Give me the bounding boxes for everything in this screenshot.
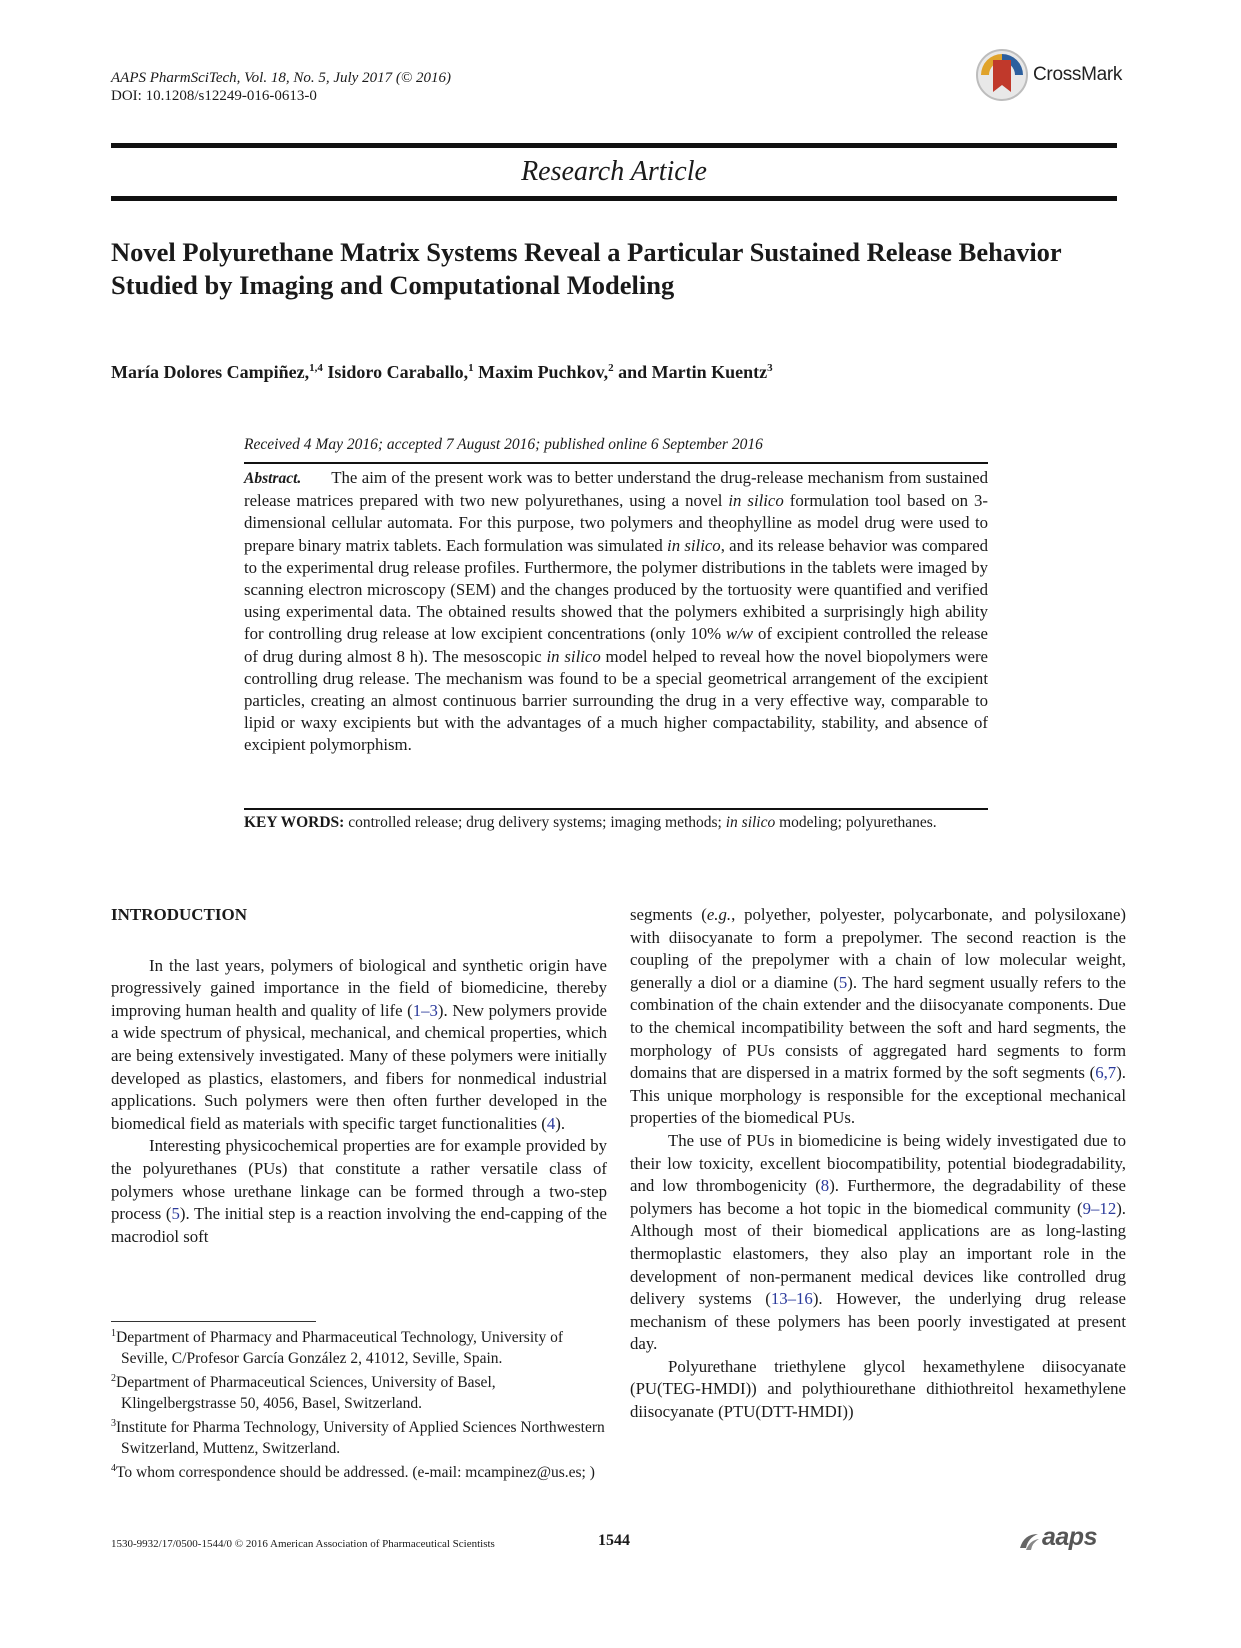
footnote-text: Institute for Pharma Technology, University of Applied Sciences Northwestern Switzerland, Muttenz, Switzerland. [116,1419,605,1457]
paragraph-text: ). New polymers provide a wide spectrum of physical, mechanical, and chemical properties, which are being extensively investigated. Many of these polymers were initially developed as plastics, elastomers, and fibers for nonmedical industrial applications. Such polymers were then often further developed in the biomedical field as materials with specific target functionalities ( [111,1000,607,1133]
keywords-text: modeling; polyurethanes. [775,814,937,831]
paragraph-text: ). However, the underlying drug release mechanism of these polymers has been poorly investigated at present day. [630,1289,1126,1354]
footnote-text: Department of Pharmaceutical Sciences, University of Basel, Klingelbergstrasse 50, 4056, Basel, Switzerland. [116,1374,496,1412]
body-column-left [111,904,607,1248]
footnote-text: To whom correspondence should be addressed. (e-mail: mcampinez@us.es; ) [116,1464,595,1482]
keywords-text: controlled release; drug delivery systems; imaging methods; [344,814,726,831]
header-rule-bottom [111,196,1117,201]
footnote-text: Department of Pharmacy and Pharmaceutical Technology, University of Seville, C/Profesor García González 2, 41012, Seville, Spain. [116,1329,563,1367]
aaps-wordmark: aaps [1042,1523,1097,1551]
journal-citation: AAPS PharmSciTech, Vol. 18, No. 5, July 2017 (© 2016) [111,70,451,86]
aaps-swoosh-icon [1018,1530,1040,1552]
paragraph-text: The use of PUs in biomedicine is being widely investigated due to their low toxicity, excellent biocompatibility, potential biodegradability, and low thrombogenicity ( [630,1130,1126,1196]
abstract-text: formulation tool based on 3-dimensional cellular automata. For this purpose, two polymers and theophylline as model drug were used to prepare binary matrix tablets. Each formulation was simulated [244,491,989,555]
paragraph-text: ). Although most of their biomedical applications are as long-lasting thermoplastic elastomers, they also play an important role in the development of non-permanent medical devices like controlled drug delivery systems ( [630,1198,1126,1309]
paragraph-text: In the last years, polymers of biological and synthetic origin have progressively gained importance in the field of biomedicine, thereby improving human health and quality of life ( [111,955,607,1020]
abstract [244,467,988,757]
page-number: 1544 [598,1532,630,1549]
author-affiliation: 1 [468,362,474,374]
citation-link[interactable]: 8 [820,1176,830,1196]
publisher-logo [1018,1523,1121,1554]
author-affiliation: 2 [608,362,614,374]
citation-link[interactable]: 1–3 [412,1000,438,1020]
article-title: Novel Polyurethane Matrix Systems Reveal a Particular Sustained Release Behavior Studied by Imaging and Computational Modeling [111,237,1062,300]
footnote [111,1459,607,1484]
header-rule-top [111,143,1117,148]
abstract-rule-bottom [244,808,988,810]
author-list [111,362,773,383]
author-name: Maxim Puchkov, [473,362,609,382]
footnote-number: 3 [111,1417,116,1429]
footnote-number: 4 [111,1462,116,1474]
paragraph [630,1130,1126,1356]
abstract-emphasis: w/w [726,624,754,644]
author-affiliation: 3 [767,362,773,374]
crossmark-label: CrossMark [1033,64,1123,85]
paragraph: Polyurethane triethylene glycol hexamethylene diisocyanate (PU(TEG-HMDI)) and polythiourethane dithiothreitol hexamethylene diisocyanate (PTU(DTT-HMDI)) [630,1356,1126,1422]
footnote [111,1369,607,1414]
body-column-right [630,904,1126,1424]
article-type: Research Article [521,156,707,187]
footnote-number: 1 [111,1328,116,1339]
abstract-text: The aim of the present work was to better understand the drug-release mechanism from sustained release matrices prepared with two new polyurethanes, using a novel [244,468,988,511]
citation-link[interactable]: 6,7 [1095,1063,1117,1083]
footnote [111,1324,607,1369]
citation-link[interactable]: 4 [546,1113,556,1133]
abstract-text: of excipient controlled the release of drug during almost 8 h). The mesoscopic [244,624,988,666]
paragraph-text: ). This unique morphology is responsible for the exceptional mechanical properties of the biomedical PUs. [630,1063,1126,1128]
footnote-rule [111,1321,316,1322]
paragraph-text: , polyether, polyester, polycarbonate, and polysiloxane) with diisocyanate to form a prepolymer. The second reaction is the coupling of the prepolymer with a chain of low molecular weight, generally a diol or a diamine ( [630,905,1126,992]
section-heading: INTRODUCTION [111,905,248,924]
citation-link[interactable]: 13–16 [770,1289,813,1309]
crossmark-icon [975,48,1029,102]
keywords [244,814,988,832]
citation-link[interactable]: 5 [171,1204,180,1224]
abstract-text: , and its release behavior was compared to the experimental drug release profiles. Furthermore, the polymer distributions in the tablets were imaged by scanning electron microscopy (SEM) and the changes produced by the tortuosity were quantified and verified using experimental data. The obtained results showed that the polymers exhibited a surprisingly high ability for controlling drug release at low excipient concentrations (only 10% [244,535,988,644]
author-affiliation: 1,4 [309,362,323,374]
paragraph [111,955,607,1136]
footnote-number: 2 [111,1372,116,1384]
citation-link[interactable]: 9–12 [1082,1198,1117,1218]
paragraph-text: segments ( [630,905,707,924]
issn-copyright: 1530-9932/17/0500-1544/0 © 2016 American Association of Pharmaceutical Scientists [111,1538,495,1550]
abstract-label: Abstract. [244,470,302,487]
keywords-emphasis: in silico [725,814,776,831]
footnote [111,1414,607,1459]
paragraph-text: ). Furthermore, the degradability of these polymers has become a hot topic in the biomedical community ( [630,1176,1126,1218]
abstract-text: model helped to reveal how the novel biopolymers were controlling drug release. The mechanism was found to be a special geometrical arrangement of the excipient particles, creating an almost continuous barrier surrounding the drug in a very effective way, comparable to lipid or waxy excipients but with the advantages of a much higher compactability, stability, and absence of excipient polymorphism. [244,646,988,755]
abstract-emphasis: in silico [728,491,784,511]
paragraph-text: ). The hard segment usually refers to the combination of the chain extender and the diisocyanate components. Due to the chemical incompatibility between the soft and hard segments, the morphology of PUs consists of aggregated hard segments to form domains that are dispersed in a matrix formed by the soft segments ( [630,972,1126,1083]
abstract-emphasis: in silico [667,535,721,555]
paragraph [111,1135,607,1248]
footnotes [111,1324,607,1483]
paragraph-text: ). [555,1113,566,1133]
paragraph-text: Interesting physicochemical properties are for example provided by the polyurethanes (PUs) that constitute a rather versatile class of polymers whose urethane linkage can be formed through a two-step process ( [111,1136,607,1224]
author-name: María Dolores Campiñez, [111,362,310,382]
received-dates: Received 4 May 2016; accepted 7 August 2016; published online 6 September 2016 [244,436,763,453]
author-name: Isidoro Caraballo, [322,362,469,382]
author-name: and Martin Kuentz [613,362,768,382]
keywords-label: KEY WORDS: [244,814,345,831]
paragraph [630,904,1126,1130]
paragraph-emphasis: e.g. [706,905,732,924]
abstract-emphasis: in silico [546,646,601,666]
citation-link[interactable]: 5 [838,972,848,992]
crossmark-badge[interactable] [975,48,1125,104]
abstract-rule-top [244,462,988,464]
doi-line[interactable]: DOI: 10.1208/s12249-016-0613-0 [111,88,317,104]
paragraph-text: ). The initial step is a reaction involving the end-capping of the macrodiol soft [111,1204,607,1246]
